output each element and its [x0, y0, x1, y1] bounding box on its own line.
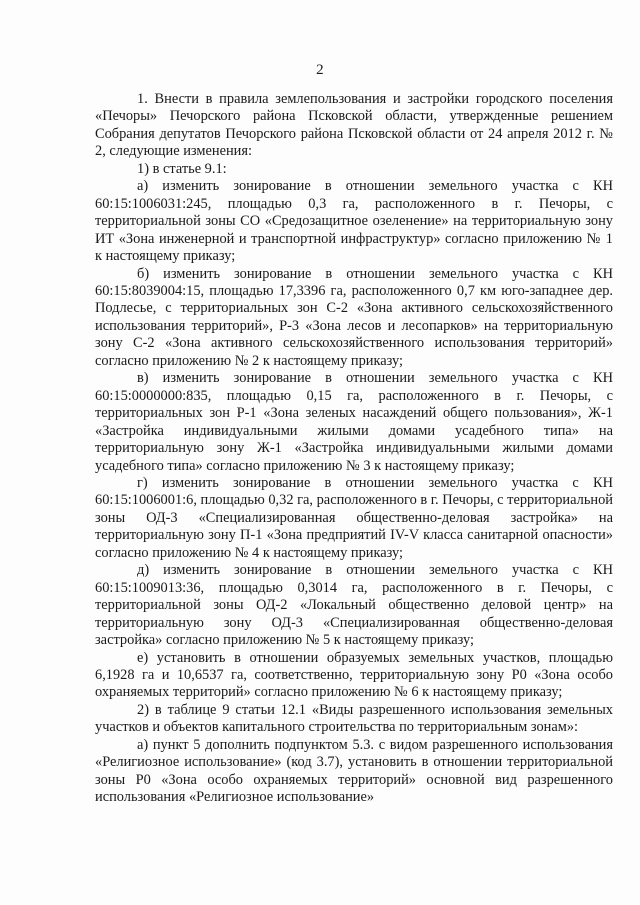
paragraph-item-v: в) изменить зонирование в отношении земельного участка с КН 60:15:0000000:835, площадью 0,15 га, расположенного в г. Печоры, с территориальных зон Р-1 «Зона зеленых насаждений общего пользования», Ж-1 «Застройка индивидуальными жилыми домами усадебного типа» на территориальную зону Ж-1 «Застройка индивидуальными жилыми домами усадебного типа» согласно приложению № 3 к настоящему приказу;: [95, 370, 613, 474]
document-body: [95, 91, 613, 807]
paragraph-item-b: б) изменить зонирование в отношении земельного участка с КН 60:15:8039004:15, площадью 17,3396 га, расположенного 0,7 км юго-западнее дер. Подлесье, с территориальных зон С-2 «Зона активного сельскохозяйственного использования территорий», Р-3 «Зона лесов и лесопарков» на территориальную зону С-2 «Зона активного сельскохозяйственного использования территорий» согласно приложению № 2 к настоящему приказу;: [95, 265, 613, 369]
paragraph-item-g: г) изменить зонирование в отношении земельного участка с КН 60:15:1006001:6, площадью 0,32 га, расположенного в г. Печоры, с территориальной зоны ОД-3 «Специализированная общественно-деловая застройка» на территориальную зону П-1 «Зона предприятий IV-V класса санитарной опасности» согласно приложению № 4 к настоящему приказу;: [95, 474, 613, 561]
paragraph-table-item-a: а) пункт 5 дополнить подпунктом 5.3. с видом разрешенного использования «Религиозное использование» (код 3.7), установить в отношении территориальной зоны Р0 «Зона особо охраняемых территорий» основной вид разрешенного использования «Религиозное использование»: [95, 736, 613, 806]
paragraph-intro: 1. Внести в правила землепользования и застройки городского поселения «Печоры» Печорского района Псковской области, утвержденные решением Собрания депутатов Печорского района Псковской области от 24 апреля 2012 г. № 2, следующие изменения:: [95, 91, 613, 160]
paragraph-table-9: 2) в таблице 9 статьи 12.1 «Виды разрешенного использования земельных участков и объектов капитального строительства по территориальным зонам»:: [95, 701, 613, 736]
paragraph-article-9-1: 1) в статье 9.1:: [137, 160, 227, 177]
paragraph-item-d: д) изменить зонирование в отношении земельного участка с КН 60:15:1009013:36, площадью 0,3014 га, расположенного в г. Печоры, с территориальной зоны ОД-2 «Локальный общественно деловой центр» на территориальную зону ОД-3 «Специализированная общественно-деловая застройка» согласно приложению № 5 к настоящему приказу;: [95, 562, 613, 649]
page-number: 2: [316, 62, 324, 78]
paragraph-item-e: е) установить в отношении образуемых земельных участков, площадью 6,1928 га и 10,6537 га, соответственно, территориальную зону Р0 «Зона особо охраняемых территорий» согласно приложению № 6 к настоящему приказу;: [95, 649, 613, 701]
paragraph-item-a: а) изменить зонирование в отношении земельного участка с КН 60:15:1006031:245, площадью 0,3 га, расположенного в г. Печоры, с территориальной зоны СО «Средозащитное озеленение» на территориальную зону ИТ «Зона инженерной и транспортной инфраструктур» согласно приложению № 1 к настоящему приказу;: [95, 178, 613, 265]
